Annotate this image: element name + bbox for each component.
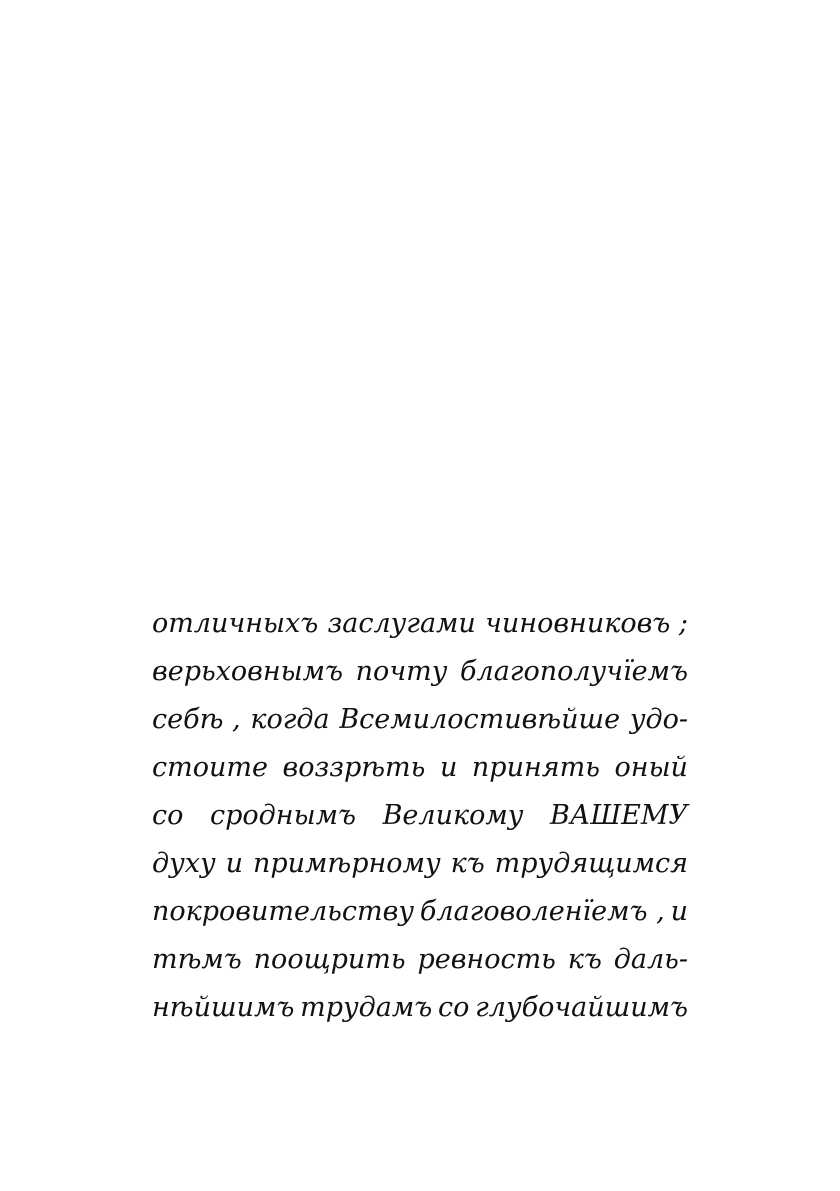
- word: Всемилостивѣйше: [339, 704, 621, 735]
- word: удо-: [629, 704, 688, 735]
- word: глубочайшимъ: [475, 992, 688, 1023]
- word: чиновниковъ ;: [485, 608, 688, 639]
- word: когда: [250, 704, 330, 735]
- word: стоите: [152, 752, 268, 783]
- word: поощрить: [253, 944, 406, 975]
- text-line: [152, 696, 688, 744]
- word: со: [437, 992, 470, 1023]
- word: принять: [471, 752, 600, 783]
- word: благополучїемъ: [460, 656, 688, 687]
- text-line: [152, 984, 688, 1032]
- word: ревность: [417, 944, 556, 975]
- word: тѣмъ: [152, 944, 242, 975]
- word: къ: [450, 848, 485, 879]
- text-line: [152, 888, 688, 936]
- text-line: [152, 792, 688, 840]
- word: отличныхъ: [152, 608, 319, 639]
- body-text: [152, 600, 688, 1032]
- word: себѣ ,: [152, 704, 241, 735]
- word: заслугами: [327, 608, 476, 639]
- text-line: [152, 600, 688, 648]
- word: и: [439, 752, 458, 783]
- word: сроднымъ: [210, 800, 356, 831]
- word: даль-: [613, 944, 688, 975]
- text-line: [152, 648, 688, 696]
- text-line: [152, 936, 688, 984]
- word: къ: [567, 944, 602, 975]
- word: и: [225, 848, 244, 879]
- word: со: [152, 800, 184, 831]
- word: верьховнымъ: [152, 656, 344, 687]
- word: и: [670, 896, 688, 927]
- text-line: [152, 840, 688, 888]
- word: духу: [152, 848, 216, 879]
- word: почту: [355, 656, 448, 687]
- word: благоволенїемъ ,: [419, 896, 665, 927]
- word: трудамъ: [300, 992, 433, 1023]
- word: трудящимся: [494, 848, 688, 879]
- word: оный: [614, 752, 688, 783]
- word: нѣйшимъ: [152, 992, 295, 1023]
- word: воззрѣть: [282, 752, 426, 783]
- word: покровительству: [152, 896, 414, 927]
- word: Великому: [382, 800, 524, 831]
- text-line: [152, 744, 688, 792]
- word: ВАШЕМУ: [550, 800, 688, 831]
- word: примѣрному: [252, 848, 441, 879]
